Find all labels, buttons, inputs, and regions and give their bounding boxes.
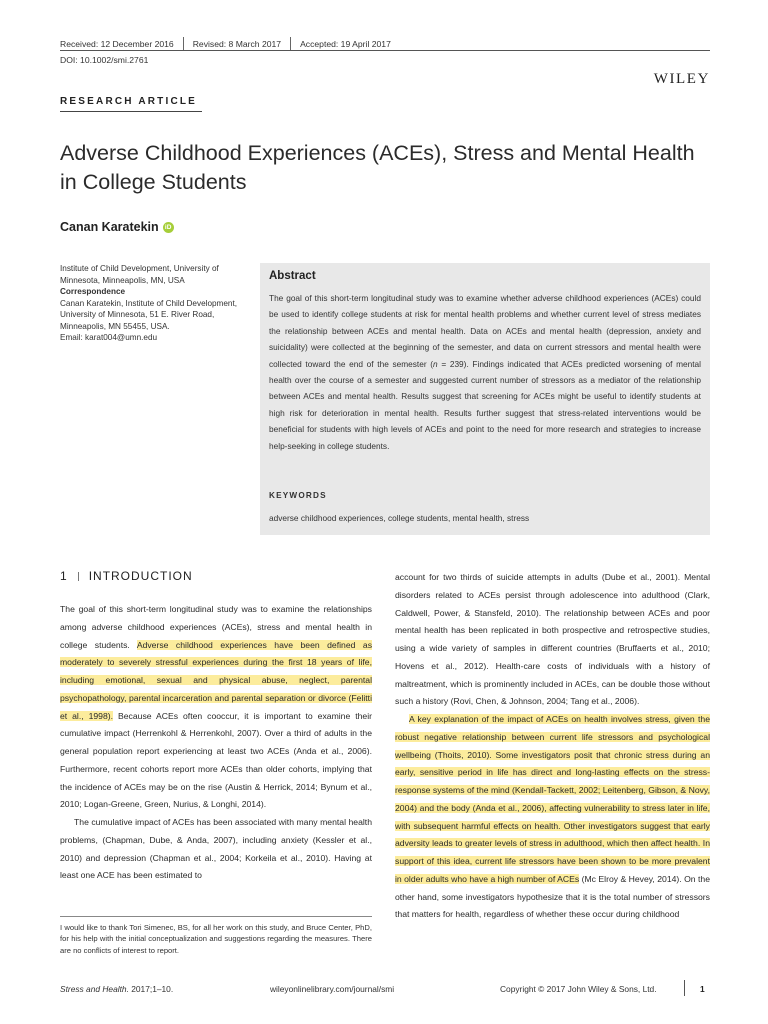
footnote: I would like to thank Tori Simenec, BS, for all her work on this study, and Bruce Center, PhD, for his help with the initial conceptualization and suggestions regarding the measures. There are no conflicts of interest to report. [60,923,372,955]
author-name[interactable]: Canan Karatekin [60,220,159,234]
affiliation-block [60,263,245,344]
author [60,220,174,234]
publisher-logo: WILEY [653,71,710,87]
paragraph: account for two thirds of suicide attempts in adults (Dube et al., 2001). Mental disorders related to ACEs persist through adolescence into adulthood (Clark, Caldwell, Power, & Stansfeld, 2010). The relationship between ACEs and poor mental health has been replicated in both prospective and retrospective studies, using a wide variety of samples in different countries (Bruffaerts et al., 2010; Hovens et al., 2012). Health-care costs of individuals with a history of maltreatment, which is prominently included in ACEs, can be double those without such a history (Rovi, Chen, & Johnson, 2004; Tang et al., 2006). [395,572,710,707]
correspondence-email[interactable]: Email: karat004@umn.edu [60,333,158,342]
doi[interactable]: DOI: 10.1002/smi.2761 [60,55,149,65]
correspondence-address: Canan Karatekin, Institute of Child Development, University of Minnesota, 51 E. River Road, Minneapolis, MN 55455, USA. [60,298,238,331]
keywords-heading: KEYWORDS [269,491,327,500]
paragraph: A key explanation of the impact of ACEs on health involves stress, given the robust negative relationship between current life stressors and psychological wellbeing (Thoits, 2010). Some investigators posit that chronic stress during an early, sensitive period in life has direct and long-lasting effects on the stress-response systems of the mind (Kendall-Tackett, 2002; Leitenberg, Gibson, & Novy, 2004) and the body (Anda et al., 2006), affecting vulnerability to stress later in life, with subsequent harmful effects on health. Other investigators suggest that early adversity leads to greater levels of stress in adulthood, which then affect health. In support of this idea, current life stressors have been shown to be more prevalent in older adults who have a high number of ACEs (Mc Elroy & Hevey, 2014). On the other hand, some investigators hypothesize that it is the total number of stressors that matters for health, regardless of whether these occur during childhood [395,714,710,920]
body-column-left [60,601,372,885]
highlighted-text: Adverse childhood experiences have been defined as moderately to severely stressful experiences during the first 18 years of life, including emotional, sexual and physical abuse, neglect, parental psychopathology, parental incarceration and parental separation or divorce (Felitti et al., 1998). [60,639,373,721]
highlighted-text: A key explanation of the impact of ACEs on health involves stress, given the robust negative relationship between current life stressors and psychological wellbeing (Thoits, 2010). Some investigators posit that chronic stress during an early, sensitive period in life has direct and long-lasting effects on the stress-response systems of the mind (Kendall-Tackett, 2002; Leitenberg, Gibson, & Novy, 2004) and the body (Anda et al., 2006), affecting vulnerability to stress later in life, with subsequent harmful effects on health. Other investigators suggest that early adversity leads to greater levels of stress in adulthood, which then affect health. In support of this idea, current life stressors have been shown to be more prevalent in older adults who have a high number of ACEs [395,714,710,884]
accepted-date: Accepted: 19 April 2017 [300,39,391,49]
affiliation: Institute of Child Development, University of Minnesota, Minneapolis, MN, USA [60,264,219,285]
copyright: Copyright © 2017 John Wiley & Sons, Ltd. [500,984,657,994]
footnote-rule [60,916,372,917]
received-date: Received: 12 December 2016 [60,39,174,49]
orcid-icon[interactable]: iD [163,222,174,233]
paragraph: The cumulative impact of ACEs has been associated with many mental health problems, (Chapman, Dube, & Anda, 2007), including anxiety (Kessler et al., 2010) and depression (Chapman et al., 2004; Korkeila et al., 2010). Having at least one ACE has been estimated to [60,817,372,881]
keywords: adverse childhood experiences, college students, mental health, stress [269,513,530,523]
article-type-underline [60,111,202,112]
section-divider [78,572,79,581]
section-heading [60,569,193,583]
abstract-heading: Abstract [269,270,316,282]
article-type: RESEARCH ARTICLE [60,96,198,107]
body-column-right [395,569,710,924]
footer-divider [684,980,685,996]
abstract-text: The goal of this short-term longitudinal study was to examine whether adverse childhood experiences (ACEs) could be used to identify college students at risk for mental health problems and whether current level of stress mediates the relationship between ACEs and mental health. Data on ACEs and mental health (depression, anxiety and suicidality) were collected at the beginning of the semester, and data on current stressors and mental health were collected toward the end of the semester (n = 239). Findings indicated that ACEs predicted worsening of mental health over the course of a semester and suggested current number of stressors as a mediator of the relationship between ACEs and mental health. Results suggest that screening for ACEs might be useful to identify students at high risk for deterioration in mental health. Results further suggest that stress-related interventions would be beneficial for students with high levels of ACEs and point to the need for more research and strategies to increase help-seeking in college students. [269,293,702,451]
journal-citation: Stress and Health. 2017;1–10. [60,984,174,994]
date-divider [290,37,291,51]
date-divider [183,37,184,51]
section-number: 1 [60,569,68,583]
page-number: 1 [700,984,705,994]
paragraph: The goal of this short-term longitudinal study was to examine the relationships among adverse childhood experiences (ACEs), stress and mental health in college students. Adverse childhood experiences have been defined as moderately to severely stressful experiences during the first 18 years of life, including emotional, sexual and physical abuse, neglect, parental psychopathology, parental incarceration and parental separation or divorce (Felitti et al., 1998). Because ACEs often cooccur, it is important to examine their cumulative impact (Herrenkohl & Herrenkohl, 2007). Over a third of adults in the general population report experiencing at least two ACEs (Anda et al., 2006). Furthermore, recent cohorts report more ACEs than older cohorts, implying that the incidence of ACEs may be on the rise (Austin & Herrick, 2014; Bynum et al., 2010; Logan-Greene, Green, Nurius, & Longhi, 2014). [60,604,373,810]
journal-name: Stress and Health. [60,984,129,994]
revised-date: Revised: 8 March 2017 [192,39,282,49]
article-title: Adverse Childhood Experiences (ACEs), Stress and Mental Health in College Students [60,141,695,194]
section-title: INTRODUCTION [88,569,193,583]
header-rule [60,50,710,51]
correspondence-heading: Correspondence [60,287,126,296]
journal-url[interactable]: wileyonlinelibrary.com/journal/smi [270,984,395,994]
publication-dates [60,37,391,51]
